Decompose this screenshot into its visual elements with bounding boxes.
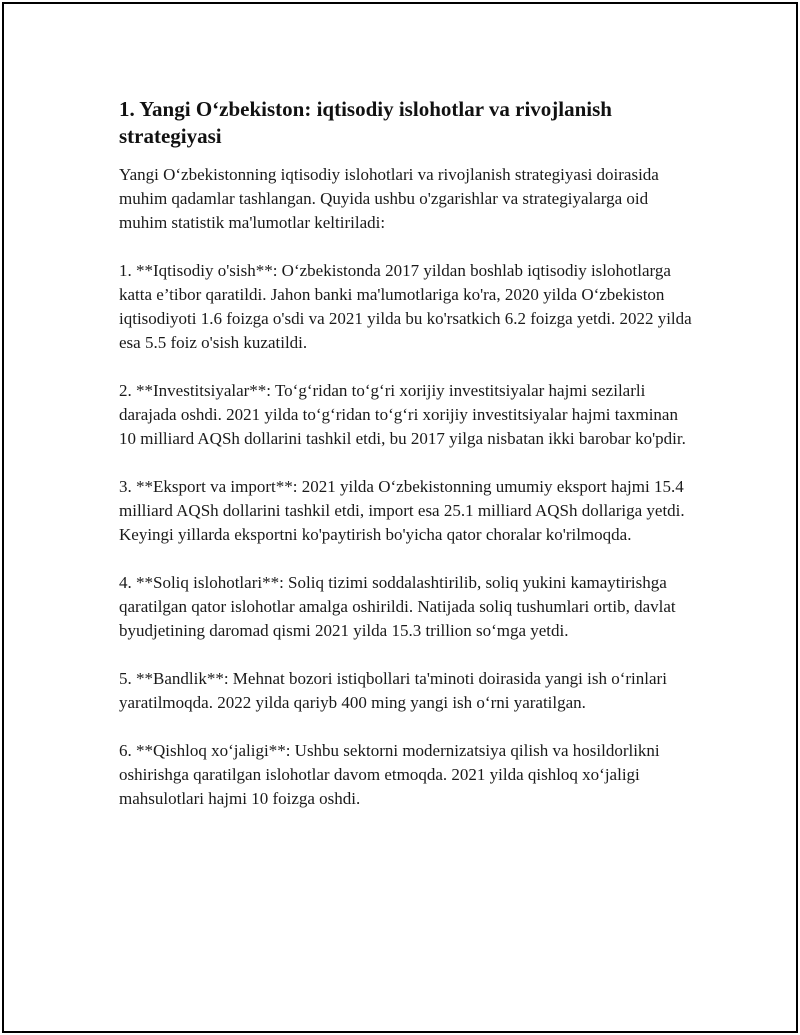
item-tax-reforms: 4. **Soliq islohotlari**: Soliq tizimi soddalashtirilib, soliq yukini kamaytirishga qaratilgan qator islohotlar amalga oshirildi. Natijada soliq tushumlari ortib, davlat byudjetining daromad qismi 2021 yilda 15.3 trillion so‘mga yetdi. [119,573,676,640]
item-employment: 5. **Bandlik**: Mehnat bozori istiqbollari ta'minoti doirasida yangi ish o‘rinlari yaratilmoqda. 2022 yilda qariyb 400 ming yangi ish o‘rni yaratilgan. [119,669,667,712]
item-agriculture: 6. **Qishloq xo‘jaligi**: Ushbu sektorni modernizatsiya qilish va hosildorlikni oshirishga qaratilgan islohotlar davom etmoqda. 2021 yilda qishloq xo‘jaligi mahsulotlari hajmi 10 foizga oshdi. [119,741,660,808]
document-page [2,2,798,1033]
document-content [119,96,699,811]
item-export-import: 3. **Eksport va import**: 2021 yilda O‘zbekistonning umumiy eksport hajmi 15.4 milliard AQSh dollarini tashkil etdi, import esa 25.1 milliard AQSh dollariga yetdi. Keyingi yillarda eksportni ko'paytirish bo'yicha qator choralar ko'rilmoqda. [119,477,685,544]
section-heading: 1. Yangi O‘zbekiston: iqtisodiy islohotlar va rivojlanish strategiyasi [119,97,612,148]
intro-paragraph: Yangi O‘zbekistonning iqtisodiy islohotlari va rivojlanish strategiyasi doirasida muhim qadamlar tashlangan. Quyida ushbu o'zgarishlar va strategiyalarga oid muhim statistik ma'lumotlar keltiriladi: [119,165,659,232]
item-economic-growth: 1. **Iqtisodiy o'sish**: O‘zbekistonda 2017 yildan boshlab iqtisodiy islohotlarga katta e’tibor qaratildi. Jahon banki ma'lumotlariga ko'ra, 2020 yilda O‘zbekiston iqtisodiyoti 1.6 foizga o'sdi va 2021 yilda bu ko'rsatkich 6.2 foizga yetdi. 2022 yilda esa 5.5 foiz o'sish kuzatildi. [119,261,692,352]
item-investments: 2. **Investitsiyalar**: To‘g‘ridan to‘g‘ri xorijiy investitsiyalar hajmi sezilarli darajada oshdi. 2021 yilda to‘g‘ridan to‘g‘ri xorijiy investitsiyalar hajmi taxminan 10 milliard AQSh dollarini tashkil etdi, bu 2017 yilga nisbatan ikki barobar ko'pdir. [119,381,686,448]
